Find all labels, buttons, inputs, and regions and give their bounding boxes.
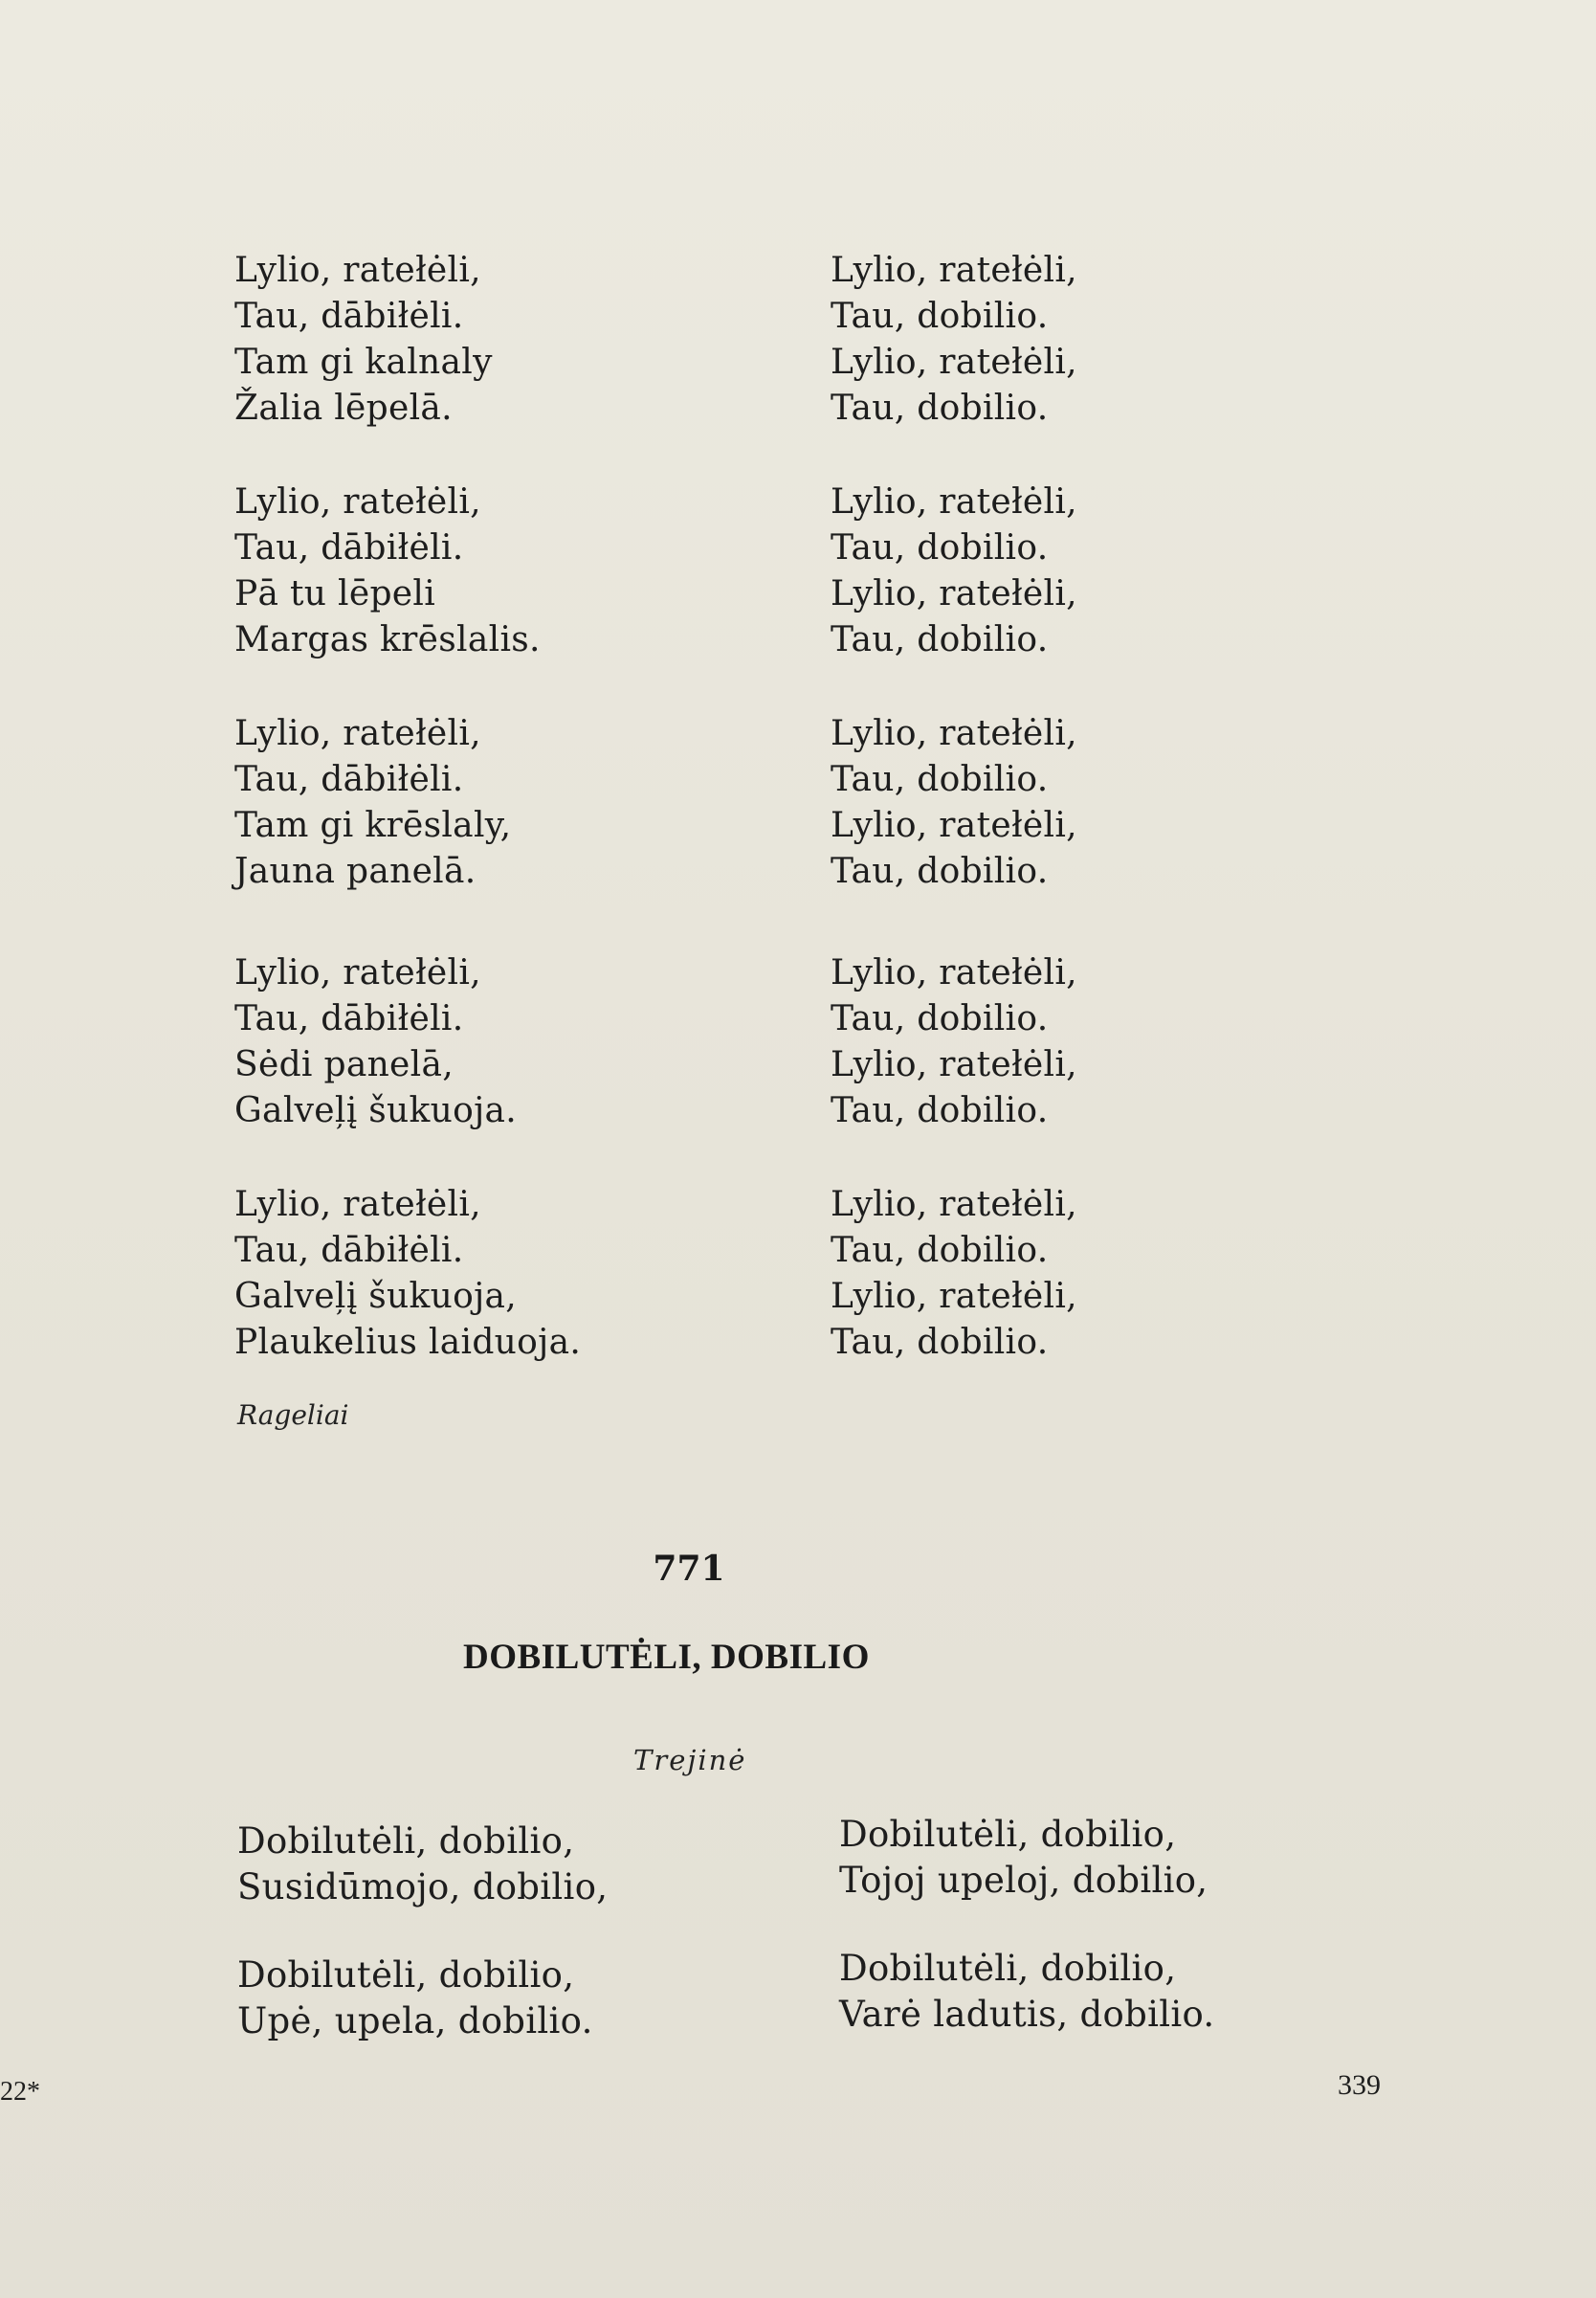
- stanza: [831, 248, 1077, 432]
- lyric-line: Tau, dobilio.: [831, 852, 1049, 891]
- lyric-line: Tau, dābiłėli.: [234, 999, 464, 1038]
- lyric-line: Tau, dobilio.: [831, 528, 1049, 568]
- stanza: [831, 480, 1077, 663]
- stanza: [237, 1818, 608, 1910]
- lyric-line: Tau, dobilio.: [831, 1231, 1049, 1270]
- lyric-line: Plaukelius laiduoja.: [234, 1323, 582, 1362]
- lyric-line: Tau, dābiłėli.: [234, 760, 464, 799]
- lyric-line: Dobilutėli, dobilio,: [237, 1954, 575, 1996]
- lyric-line: Lylio, ratełėli,: [234, 482, 481, 522]
- lyric-line: Varė ladutis, dobilio.: [839, 1994, 1215, 2035]
- lyric-line: Lylio, ratełėli,: [831, 251, 1077, 290]
- stanza: [234, 950, 581, 1134]
- lyric-line: Tau, dobilio.: [831, 620, 1049, 659]
- lyric-line: Tau, dobilio.: [831, 1091, 1049, 1130]
- right-lyrics-column: [831, 248, 1077, 1366]
- lyric-line: Upė, upela, dobilio.: [237, 2000, 593, 2041]
- stanza: [839, 1812, 1214, 1904]
- song-subtitle: Trejinė: [633, 1744, 747, 1776]
- stanza: [234, 248, 581, 432]
- lyric-line: Galveļį šukuoja,: [234, 1277, 518, 1316]
- lyric-line: Lylio, ratełėli,: [831, 482, 1077, 522]
- stanza: [234, 480, 581, 663]
- lyric-line: Dobilutėli, dobilio,: [839, 1814, 1177, 1855]
- lyric-line: Lylio, ratełėli,: [234, 1185, 481, 1224]
- lyric-line: Lylio, ratełėli,: [234, 714, 481, 753]
- lyric-line: Susidūmojo, dobilio,: [237, 1866, 609, 1908]
- song-title: DOBILUTĖLI, DOBILIO: [463, 1638, 870, 1677]
- lyric-line: Tau, dobilio.: [831, 999, 1049, 1038]
- stanza: [831, 711, 1077, 895]
- lyric-line: Žalia lēpelā.: [234, 389, 453, 428]
- next-song-right-column: [839, 1812, 1214, 2038]
- lyric-line: Lylio, ratełėli,: [831, 806, 1077, 845]
- lyric-line: Lylio, ratełėli,: [831, 953, 1077, 993]
- lyric-line: Lylio, ratełėli,: [831, 1045, 1077, 1084]
- lyric-line: Sėdi panelā,: [234, 1045, 454, 1084]
- lyric-line: Lylio, ratełėli,: [831, 1185, 1077, 1224]
- stanza: [831, 950, 1077, 1134]
- stanza: [839, 1946, 1214, 2038]
- lyric-line: Tam gi krēslaly,: [234, 806, 512, 845]
- lyric-line: Lylio, ratełėli,: [831, 574, 1077, 614]
- lyric-line: Tau, dobilio.: [831, 760, 1049, 799]
- song-number: 771: [653, 1549, 725, 1589]
- next-song-left-column: [237, 1818, 608, 2044]
- lyric-line: Lylio, ratełėli,: [234, 251, 481, 290]
- lyric-line: Tau, dābiłėli.: [234, 297, 464, 336]
- stanza: [234, 711, 581, 895]
- place-of-recording: Rageliai: [237, 1399, 349, 1431]
- lyric-line: Jauna panelā.: [234, 852, 477, 891]
- lyric-line: Tau, dobilio.: [831, 297, 1049, 336]
- lyric-line: Dobilutėli, dobilio,: [237, 1820, 575, 1862]
- signature-mark: 22*: [0, 2077, 40, 2107]
- lyric-line: Tau, dobilio.: [831, 389, 1049, 428]
- stanza: [234, 1182, 581, 1366]
- lyric-line: Pā tu lēpeli: [234, 574, 436, 614]
- lyric-line: Lylio, ratełėli,: [831, 343, 1077, 382]
- lyric-line: Lylio, ratełėli,: [831, 1277, 1077, 1316]
- lyric-line: Tam gi kalnaly: [234, 343, 493, 382]
- stanza: [237, 1952, 608, 2044]
- lyric-line: Tojoj upeloj, dobilio,: [839, 1860, 1208, 1901]
- left-lyrics-column: [234, 248, 581, 1366]
- lyric-line: Lylio, ratełėli,: [831, 714, 1077, 753]
- stanza: [831, 1182, 1077, 1366]
- lyric-line: Dobilutėli, dobilio,: [839, 1948, 1177, 1989]
- lyric-line: Galveļį šukuoja.: [234, 1091, 518, 1130]
- lyric-line: Lylio, ratełėli,: [234, 953, 481, 993]
- lyric-line: Tau, dābiłėli.: [234, 528, 464, 568]
- lyric-line: Tau, dobilio.: [831, 1323, 1049, 1362]
- page-number: 339: [1338, 2069, 1381, 2101]
- lyric-line: Tau, dābiłėli.: [234, 1231, 464, 1270]
- lyric-line: Margas krēslalis.: [234, 620, 541, 659]
